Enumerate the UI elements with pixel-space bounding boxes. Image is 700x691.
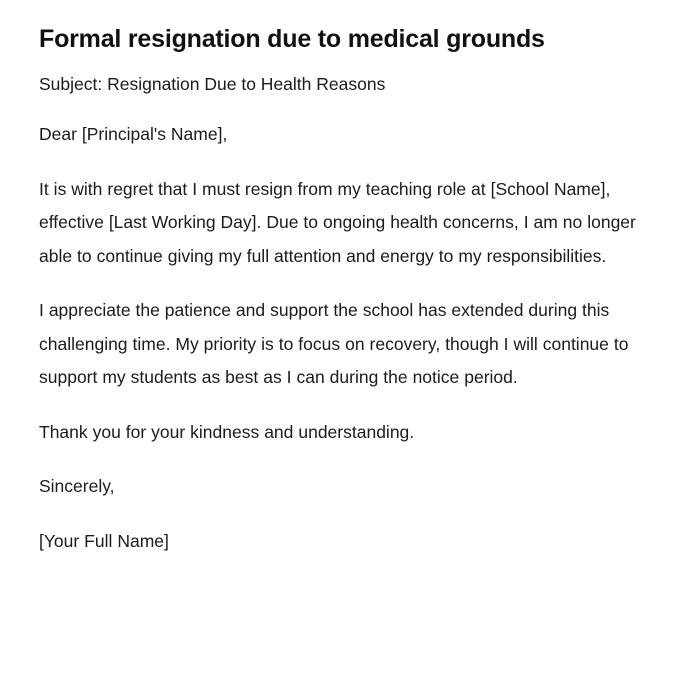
letter-paragraph-thanks: Thank you for your kindness and understanding. — [39, 421, 415, 442]
letter-signature-name: [Your Full Name] — [39, 530, 169, 551]
letter-paragraph-appreciation: I appreciate the patience and support the school has extended during this challenging time. My priority is to focus on recovery, though I will continue to support my students as best as I can during the notice period. — [39, 300, 629, 387]
letter-body — [39, 118, 639, 558]
letter-paragraph-resignation: It is with regret that I must resign from my teaching role at [School Name], effective [Last Working Day]. Due to ongoing health concerns, I am no longer able to continue giving my full attention and energy to my responsibilities. — [39, 178, 636, 266]
letter-salutation: Dear [Principal's Name], — [39, 124, 228, 144]
page-title: Formal resignation due to medical grounds — [39, 25, 545, 53]
letter-closing: Sincerely, — [39, 476, 115, 496]
subject-line: Subject: Resignation Due to Health Reasons — [39, 74, 386, 94]
